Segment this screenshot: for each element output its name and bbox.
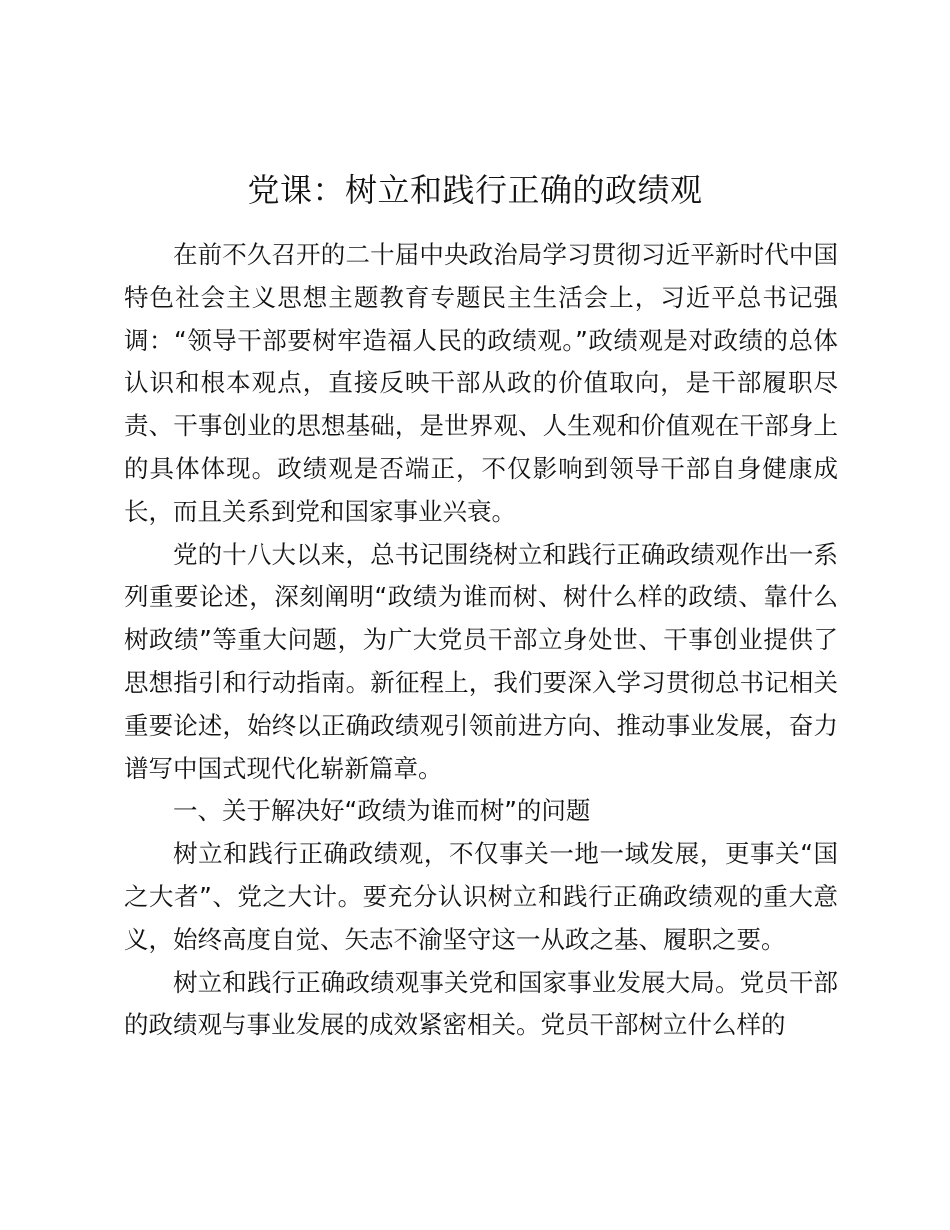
section-1-paragraph-2: 树立和践行正确政绩观事关党和国家事业发展大局。党员干部的政绩观与事业发展的成效紧密相关。党员干部树立什么样的 <box>124 967 838 1040</box>
intro-paragraph-2: 党的十八大以来，总书记围绕树立和践行正确政绩观作出一系列重要论述，深刻阐明“政绩为谁而树、树什么样的政绩、靠什么树政绩”等重大问题，为广大党员干部立身处世、干事创业提供了思想指引和行动指南。新征程上，我们要深入学习贯彻总书记相关重要论述，始终以正确政绩观引领前进方向、推动事业发展，奋力谱写中国式现代化崭新篇章。 <box>124 539 838 783</box>
intro-paragraph-1: 在前不久召开的二十届中央政治局学习贯彻习近平新时代中国特色社会主义思想主题教育专题民主生活会上，习近平总书记强调：“领导干部要树牢造福人民的政绩观。”政绩观是对政绩的总体认识和根本观点，直接反映干部从政的价值取向，是干部履职尽责、干事创业的思想基础，是世界观、人生观和价值观在干部身上的具体体现。政绩观是否端正，不仅影响到领导干部自身健康成长，而且关系到党和国家事业兴衰。 <box>124 240 838 526</box>
section-1-paragraph-1: 树立和践行正确政绩观，不仅事关一地一域发展，更事关“国之大者”、党之大计。要充分认识树立和践行正确政绩观的重大意义，始终高度自觉、矢志不渝坚守这一从政之基、履职之要。 <box>124 839 838 954</box>
document-body <box>124 234 838 1047</box>
section-1-heading: 一、关于解决好“政绩为谁而树”的问题 <box>173 796 591 826</box>
document-title: 党课：树立和践行正确的政绩观 <box>247 171 703 209</box>
